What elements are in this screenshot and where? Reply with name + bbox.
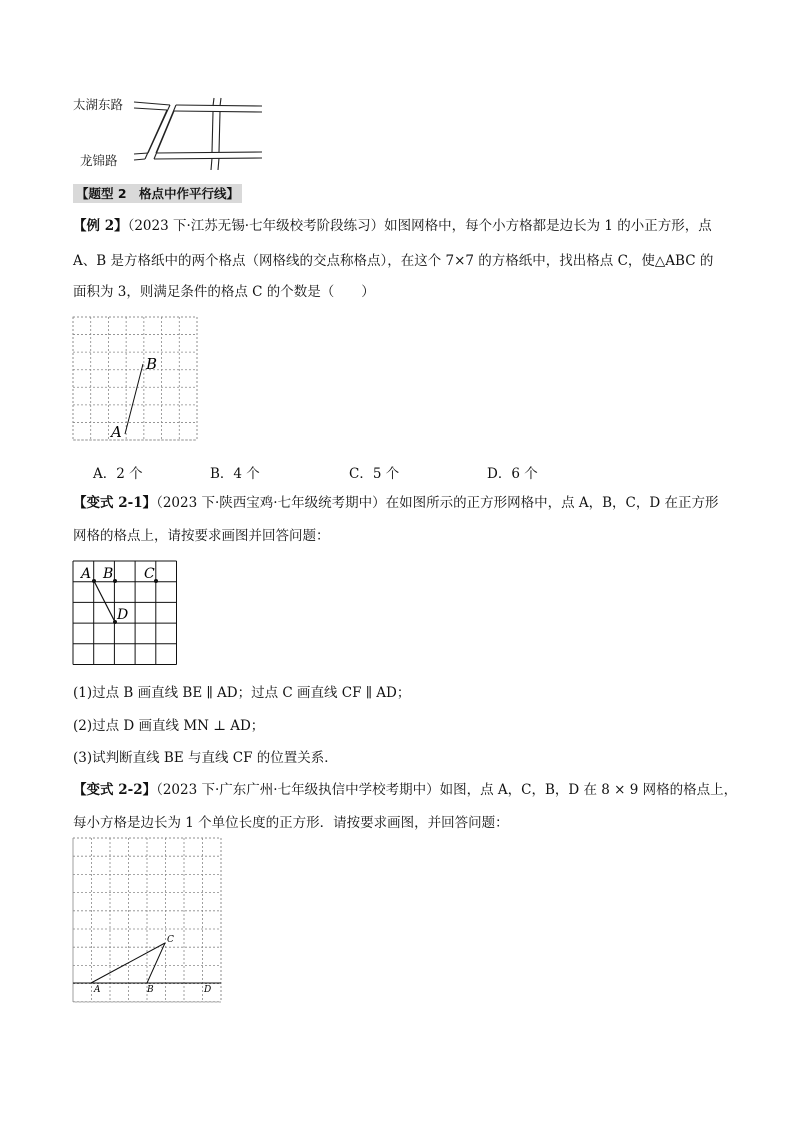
variant22-source: （2023 下·广东广州·七年级执信中学校考期中）: [156, 782, 440, 798]
point-label-d: D: [204, 985, 212, 995]
option-a[interactable]: A．2 个: [93, 466, 143, 482]
variant21-source: （2023 下·陕西宝鸡·七年级统考期中）: [156, 495, 386, 511]
variant22-line2: 每小方格是边长为 1 个单位长度的正方形．请按要求画图，并回答问题：: [73, 815, 509, 831]
point-label-b: B: [147, 985, 154, 995]
point-label-c: C: [144, 566, 155, 582]
variant21-question1: (1)过点 B 画直线 BE ∥ AD；过点 C 画直线 CF ∥ AD；: [73, 685, 411, 701]
variant21-question2: (2)过点 D 画直线 MN ⊥ AD；: [73, 718, 265, 734]
segment-ab: [125, 364, 143, 434]
grid-border: [73, 317, 197, 440]
grid-lines: [73, 317, 197, 440]
road-label-bottom: 龙锦路: [80, 153, 118, 168]
example2-line1: [73, 216, 712, 236]
variant21-grid-figure: [70, 558, 182, 668]
variant22-line1-text: 如图，点 A，C，B，D 在 8 × 9 网格的格点上，: [439, 782, 738, 798]
option-c[interactable]: C．5 个: [349, 466, 400, 482]
point-label-b: B: [146, 355, 158, 373]
point-label-a: A: [94, 985, 101, 995]
option-b[interactable]: B．4 个: [210, 466, 260, 482]
point-label-c: C: [167, 935, 174, 945]
segment-ac: [91, 943, 165, 983]
point-label-a: A: [111, 423, 122, 441]
segment-bc: [147, 943, 165, 983]
variant21-line1-text: 在如图所示的正方形网格中，点 A，B，C，D 在正方形: [385, 495, 719, 511]
variant21-tag: 【变式 2-1】: [73, 495, 157, 511]
variant22-tag: 【变式 2-2】: [73, 782, 157, 798]
option-d[interactable]: D．6 个: [487, 466, 538, 482]
section-heading: 【题型 2 格点中作平行线】: [73, 184, 242, 203]
point-dot-a: [92, 579, 96, 583]
example2-line3: 面积为 3，则满足条件的格点 C 的个数是（ ）: [73, 284, 375, 300]
example2-grid-figure: [70, 314, 202, 444]
example2-line2: A、B 是方格纸中的两个格点（网格线的交点称格点），在这个 7×7 的方格纸中，找出格点 C，使△ABC 的: [73, 253, 714, 269]
segment-ad: [94, 581, 115, 622]
road-map-figure: [70, 92, 270, 172]
point-label-d: D: [117, 607, 129, 623]
point-label-a: A: [81, 566, 92, 582]
road-label-top: 太湖东路: [73, 97, 124, 112]
variant21-line1: [73, 493, 718, 513]
example2-line1-text: 如图网格中，每个小方格都是边长为 1 的小正方形，点: [384, 218, 712, 234]
example2-tag: 【例 2】: [73, 218, 128, 234]
grid-lines: [73, 838, 221, 1002]
point-label-b: B: [103, 566, 114, 582]
variant21-question3: (3)试判断直线 BE 与直线 CF 的位置关系．: [73, 750, 338, 766]
variant22-line1: [73, 780, 737, 800]
variant22-grid-figure: [70, 835, 226, 1005]
point-dot-b: [113, 579, 117, 583]
road-lines: [134, 98, 262, 170]
example2-source: （2023 下·江苏无锡·七年级校考阶段练习）: [127, 218, 385, 234]
variant21-line2: 网格的格点上，请按要求画图并回答问题：: [73, 528, 330, 544]
